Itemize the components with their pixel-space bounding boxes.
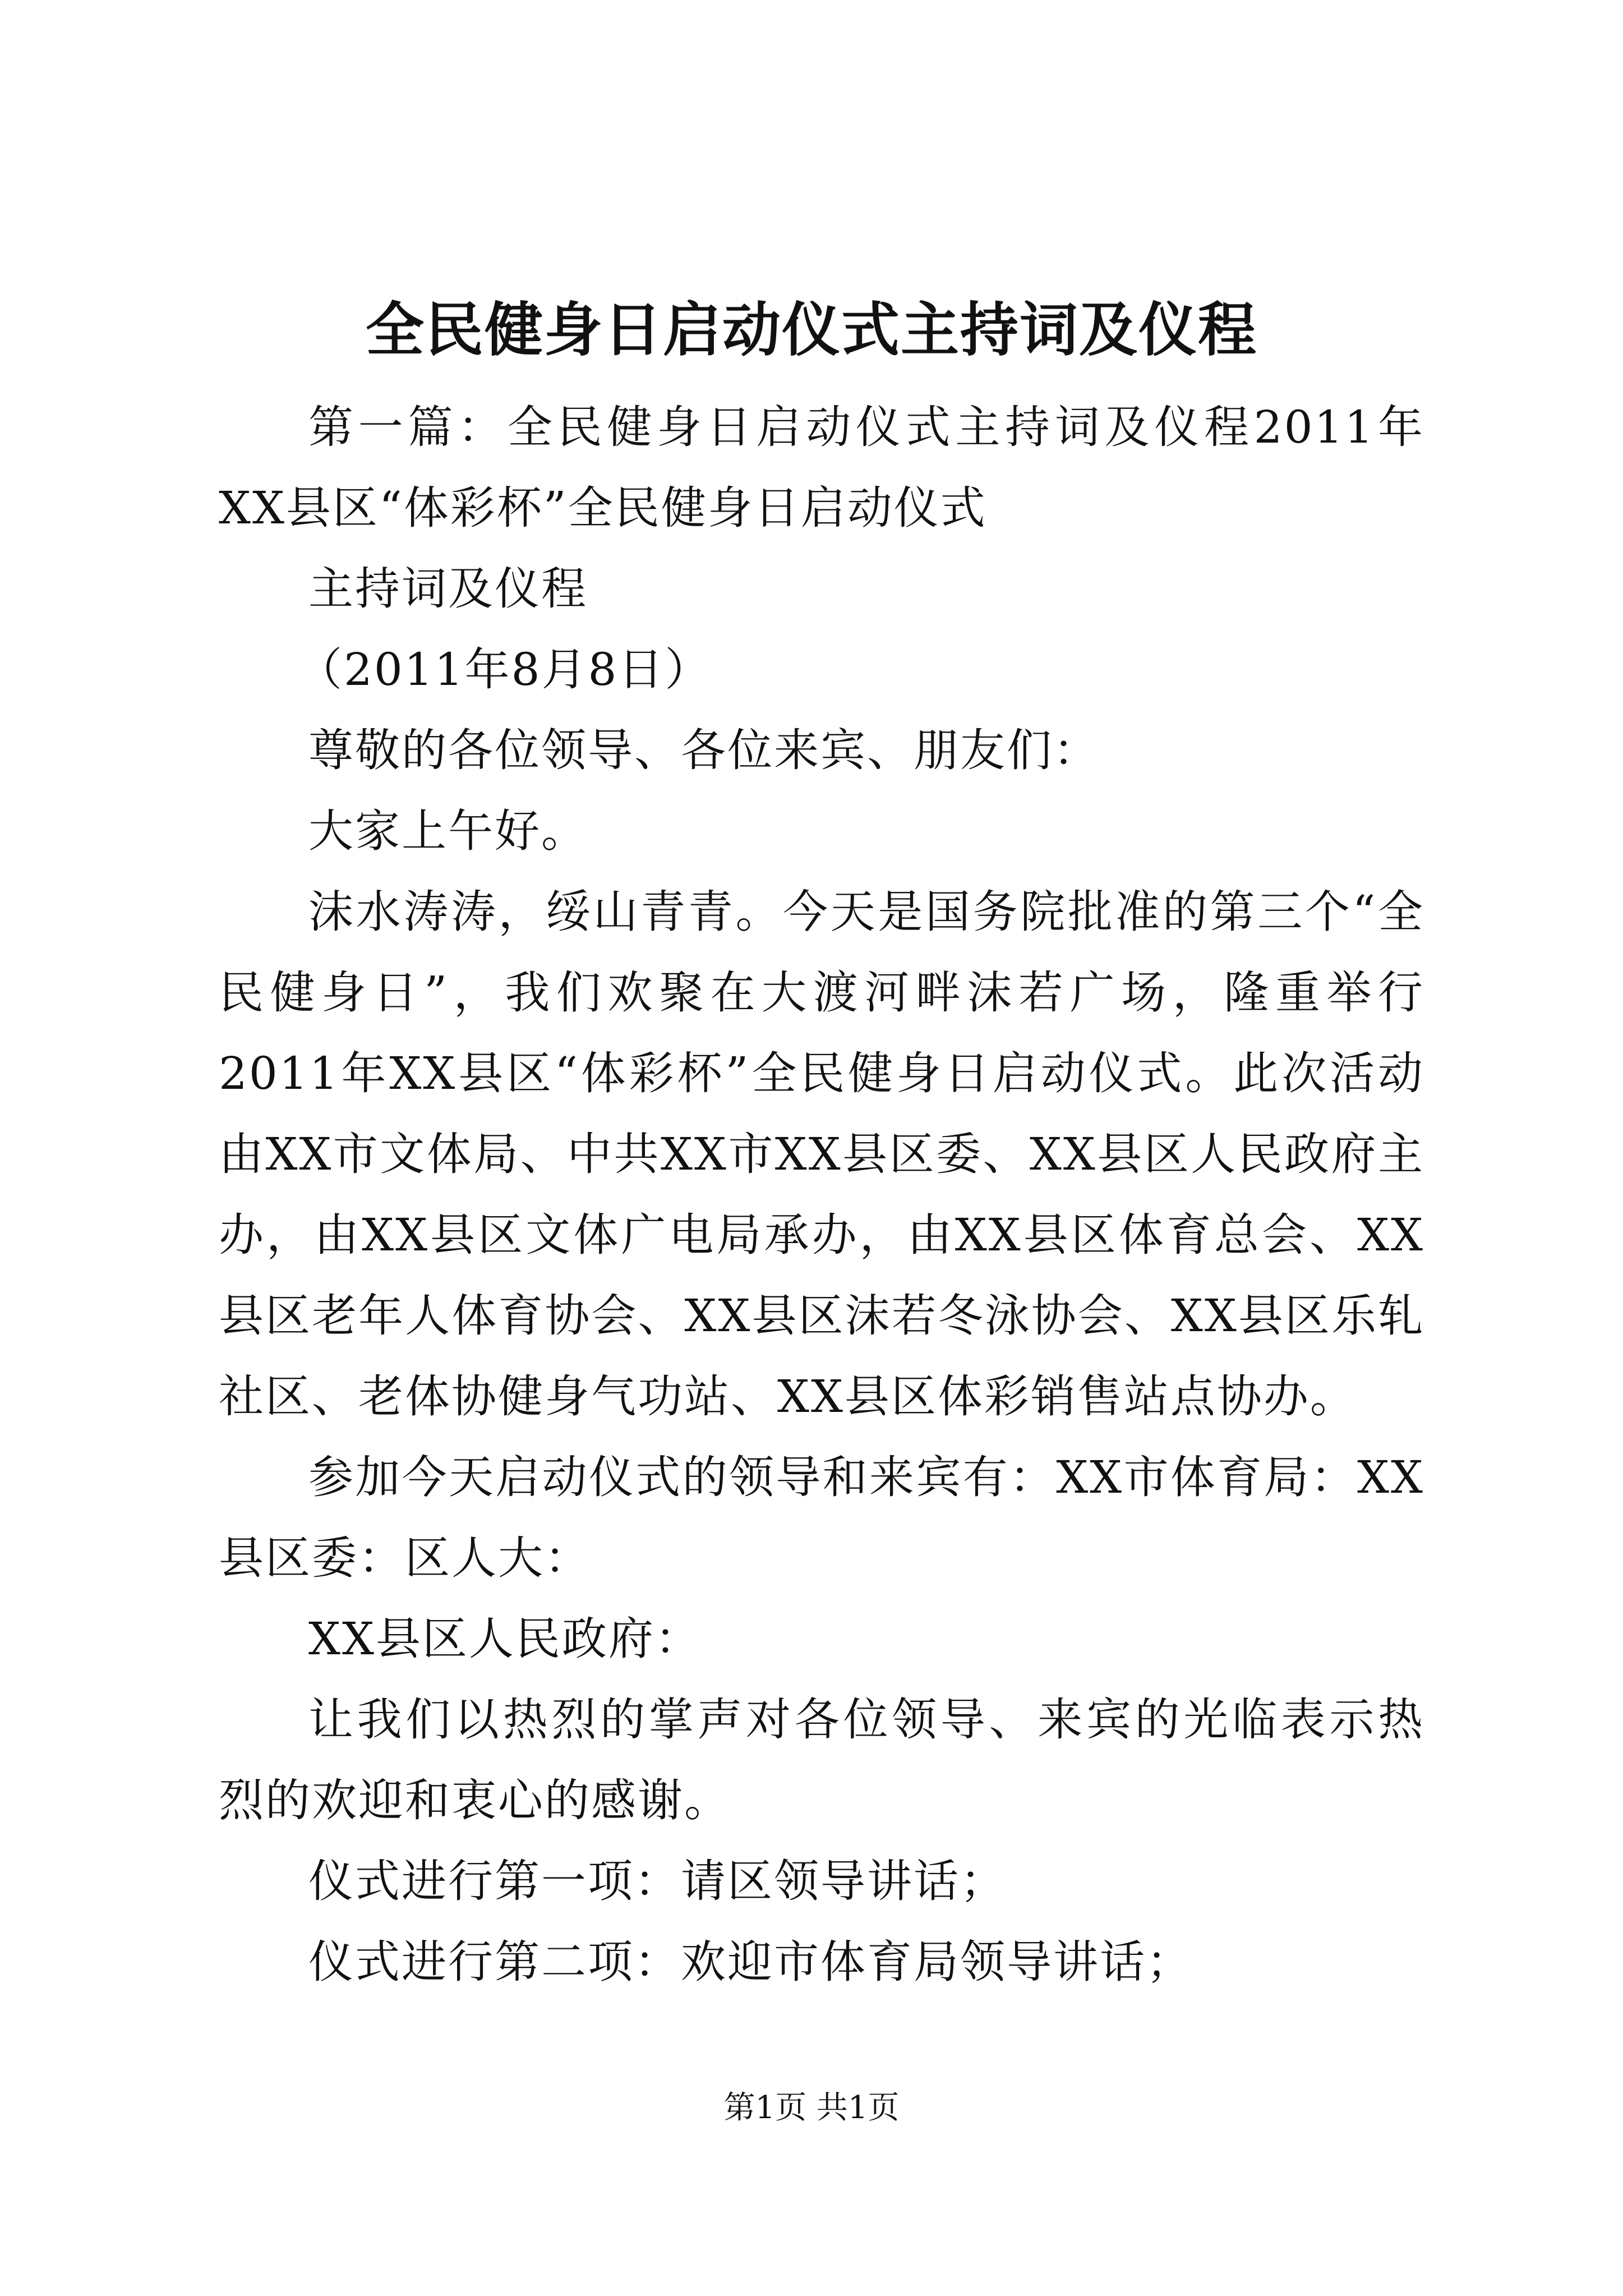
document-title: 全民健身日启动仪式主持词及仪程 — [365, 295, 1257, 364]
paragraph-subtitle: 主持词及仪程 — [308, 563, 588, 615]
page-footer: 第1页 共1页 — [723, 2090, 900, 2126]
paragraph-welcome: 让我们以热烈的掌声对各位领导、来宾的光临表示热烈的欢迎和衷心的感谢。 — [219, 1694, 1424, 1826]
paragraph-item-one: 仪式进行第一项：请区领导讲话； — [308, 1855, 1007, 1907]
paragraph-greeting: 大家上午好。 — [308, 805, 588, 857]
document-body — [219, 387, 1424, 2003]
paragraph-intro: 第一篇：全民健身日启动仪式主持词及仪程2011年XX县区“体彩杯”全民健身日启动仪式 — [219, 401, 1424, 534]
paragraph-event-description: 沫水涛涛，绥山青青。今天是国务院批准的第三个“全民健身日”，我们欢聚在大渡河畔沫若广场，隆重举行2011年XX县区“体彩杯”全民健身日启动仪式。此次活动由XX市文体局、中共XX市XX县区委、XX县区人民政府主办，由XX县区文体广电局承办，由XX县区体育总会、XX县区老年人体育协会、XX县区沫若冬泳协会、XX县区乐轧社区、老体协健身气功站、XX县区体彩销售站点协办。 — [219, 886, 1424, 1423]
paragraph-item-two: 仪式进行第二项：欢迎市体育局领导讲话； — [308, 1936, 1193, 1988]
paragraph-guests: 参加今天启动仪式的领导和来宾有：XX市体育局：XX县区委：区人大： — [219, 1451, 1424, 1584]
paragraph-date: （2011年8月8日） — [297, 643, 712, 696]
paragraph-government: XX县区人民政府： — [308, 1613, 702, 1665]
paragraph-salutation: 尊敬的各位领导、各位来宾、朋友们： — [308, 724, 1100, 776]
